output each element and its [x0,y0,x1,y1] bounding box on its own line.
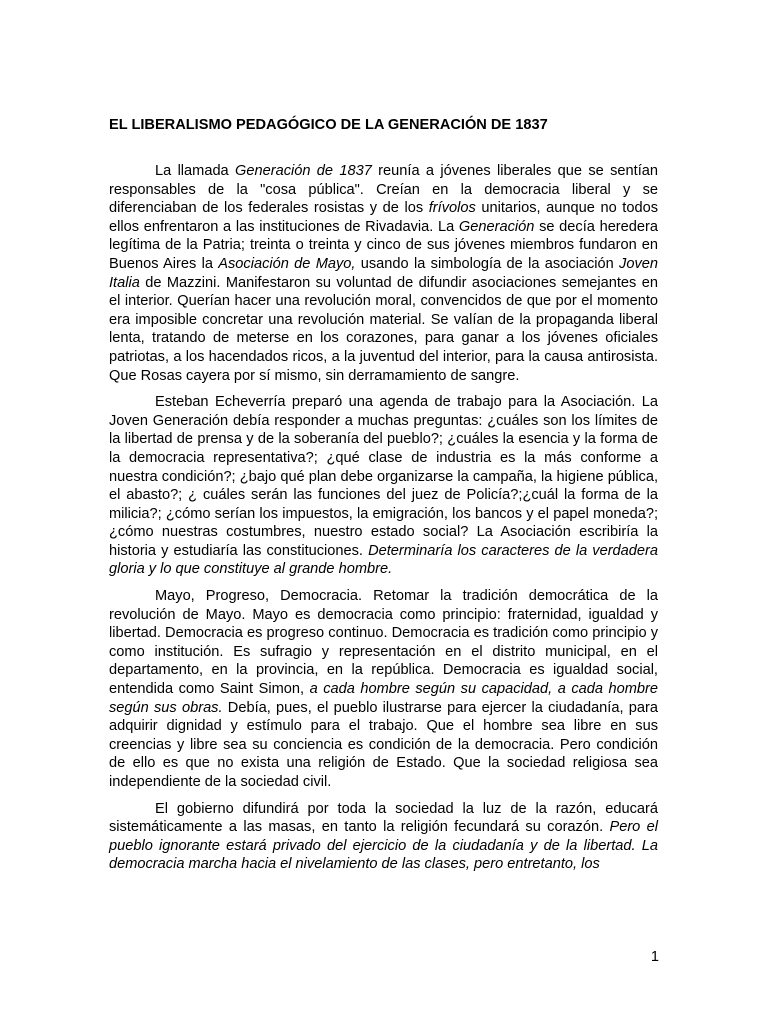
text-segment: El gobierno difundirá por toda la sociedad la luz de la razón, educará sistemáticamente a las masas, en tanto la religión fecundará su corazón. [109,800,658,836]
italic-text-segment: frívolos [428,200,476,217]
text-segment: Mayo, Progreso, Democracia. Retomar la tradición democrática de la revolución de Mayo. Mayo es democracia como principio: fraternidad, igualdad y libertad. Democracia es progreso continuo. Democracia es tradición como principio y como institución. Es sufragio y representación en el distrito municipal, en el departamento, en la provincia, en la república. Democracia es igualdad social, entendida como Saint Simon, [109,588,658,698]
italic-text-segment: Generación [458,218,535,235]
text-segment: unitarios, aunque no todos ellos enfrentaron a las instituciones de Rivadavia. La [109,200,658,235]
italic-text-segment: Generación de 1837 [235,163,372,179]
text-segment: usando la simbología de la asociación [355,255,620,272]
paragraph-gobierno-educacion [109,800,658,874]
italic-text-segment: Joven Italia [109,255,658,291]
italic-text-segment: Pero el pueblo ignorante estará privado del ejercicio de la ciudadanía y de la libertad. La democracia marcha hacia el nivelamiento de las clases, pero entretanto, los [109,819,658,873]
document-page [109,115,658,874]
text-segment: de Mazzini. Manifestaron su voluntad de difundir asociaciones semejantes en el interior. Querían hacer una revolución moral, convencidos de que por el momento era imposible concretar una revolución material. Se valían de la propaganda liberal lenta, tratando de meterse en los corazones, para ganar a los jóvenes oficiales patriotas, a los hacendados ricos, a la juventud del interior, para la causa antirosista. Que Rosas cayera por sí mismo, sin derramamiento de sangre. [109,274,658,384]
text-segment: Debía, pues, el pueblo ilustrarse para ejercer la ciudadanía, para adquirir dignidad y estímulo para el trabajo. Que el hombre sea libre en sus creencias y libre sea su conciencia es condición de la democracia. Pero condición de ello es que no exista una religión de Estado. Que la sociedad religiosa sea independiente de la sociedad civil. [109,699,658,790]
text-segment: reunía a jóvenes liberales que se sentían responsables de la "cosa pública". Creían en la democracia liberal y se diferenciaban de los federales rosistas y de los [109,163,658,217]
italic-text-segment: a cada hombre según su capacidad, a cada hombre según sus obras. [109,681,658,716]
paragraph-mayo-progreso-democracia [109,587,658,792]
document-title: EL LIBERALISMO PEDAGÓGICO DE LA GENERACIÓN DE 1837 [109,117,548,133]
text-segment: Esteban Echeverría preparó una agenda de trabajo para la Asociación. La Joven Generación debía responder a muchas preguntas: ¿cuáles son los límites de la libertad de prensa y de la soberanía del pueblo?; ¿cuáles la esencia y la forma de la democracia representativa?; ¿qué clase de industria es la más conforme a nuestra condición?; ¿bajo qué plan debe organizarse la campaña, la higiene pública, el abasto?; ¿ cuáles serán las funciones del juez de Policía?;¿cuál la forma de la milicia?; ¿cómo serían los impuestos, la emigración, los bancos y el papel moneda?; ¿cómo nuestras costumbres, nuestro estado social? La Asociación escribiría la historia y estudiaría las constituciones. [109,394,658,559]
paragraph-generacion-1837 [109,162,658,385]
italic-text-segment: Asociación de Mayo, [218,255,356,272]
italic-text-segment: Determinaría los caracteres de la verdadera gloria y lo que constituye al grande hombre. [109,542,658,578]
text-segment: La llamada [155,163,236,179]
page-number: 1 [650,949,659,965]
text-segment: se decía heredera legítima de la Patria; treinta o treinta y cinco de sus jóvenes miembros fundaron en Buenos Aires la [109,218,658,272]
paragraph-echeverria-agenda [109,393,658,579]
